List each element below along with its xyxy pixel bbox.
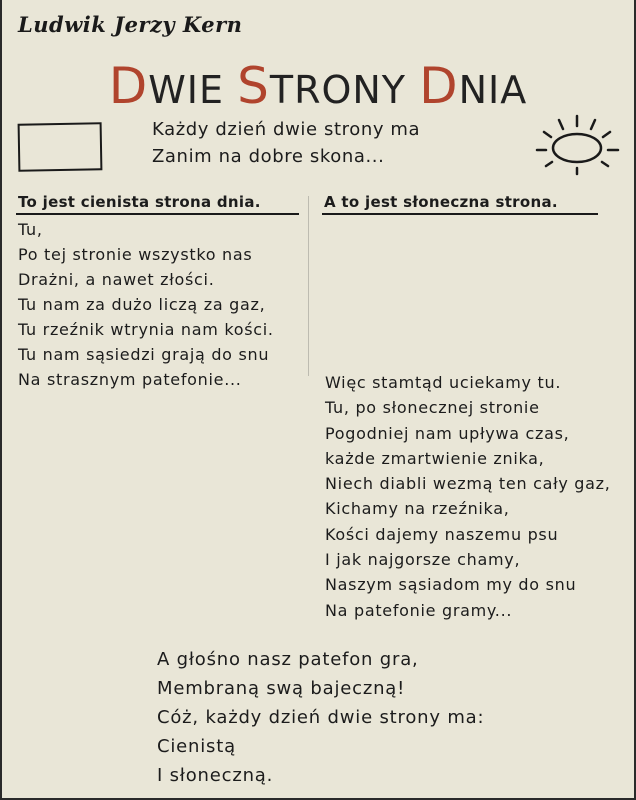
title-part-nia: NIA <box>458 68 528 112</box>
title-letter-d1: D <box>108 57 149 115</box>
verse-line: Cienistą <box>157 736 236 757</box>
intro-stanza <box>152 116 420 170</box>
heading-rule-left <box>16 213 299 215</box>
column-divider <box>308 196 309 376</box>
verse-line: I słoneczną. <box>157 765 274 786</box>
title-part-wie: WIE <box>148 68 238 112</box>
verse-line: każde zmartwienie znika, <box>325 448 545 468</box>
verse-line: Drażni, a nawet złości. <box>18 270 215 289</box>
verse-line: Kichamy na rzeźnika, <box>325 499 510 519</box>
verse-line: Niech diabli wezmą ten cały gaz, <box>325 474 611 494</box>
verse-line: A głośno nasz patefon gra, <box>157 649 419 670</box>
sunny-side-heading: A to jest słoneczna strona. <box>324 193 558 211</box>
title-part-trony: TRONY <box>269 68 420 112</box>
verse-line: Cóż, każdy dzień dwie strony ma: <box>157 707 485 728</box>
verse-line: I jak najgorsze chamy, <box>325 550 521 570</box>
verse-line: Na patefonie gramy... <box>325 600 513 620</box>
verse-line: Naszym sąsiadom my do snu <box>325 575 577 595</box>
title-letter-s: S <box>237 57 270 115</box>
intro-line: Każdy dzień dwie strony ma <box>152 119 421 140</box>
verse-line: Tu, <box>18 220 43 239</box>
sunny-side-verse <box>325 370 611 623</box>
verse-line: Na strasznym patefonie... <box>18 370 242 389</box>
box-sketch-icon <box>18 122 103 171</box>
heading-rule-right <box>322 213 598 215</box>
verse-line: Więc stamtąd uciekamy tu. <box>325 373 562 392</box>
shadow-side-heading: To jest cienista strona dnia. <box>18 193 261 211</box>
verse-line: Po tej stronie wszystko nas <box>18 245 253 264</box>
verse-line: Tu nam za dużo liczą za gaz, <box>18 295 266 314</box>
verse-line: Kości dajemy naszemu psu <box>325 524 559 544</box>
verse-line: Tu rzeźnik wtrynia nam kości. <box>18 320 274 339</box>
verse-line: Pogodniej nam upływa czas, <box>325 423 570 443</box>
poem-title <box>0 57 636 115</box>
final-stanza <box>157 645 484 790</box>
verse-line: Tu nam sąsiedzi grają do snu <box>18 345 270 364</box>
sun-icon <box>532 112 622 176</box>
verse-line: Membraną swą bajeczną! <box>157 678 406 699</box>
verse-line: Tu, po słonecznej stronie <box>325 398 540 418</box>
author-name: Ludwik Jerzy Kern <box>18 12 243 37</box>
intro-line: Zanim na dobre skona... <box>152 146 385 167</box>
shadow-side-verse <box>18 217 274 392</box>
title-letter-d2: D <box>419 57 459 115</box>
